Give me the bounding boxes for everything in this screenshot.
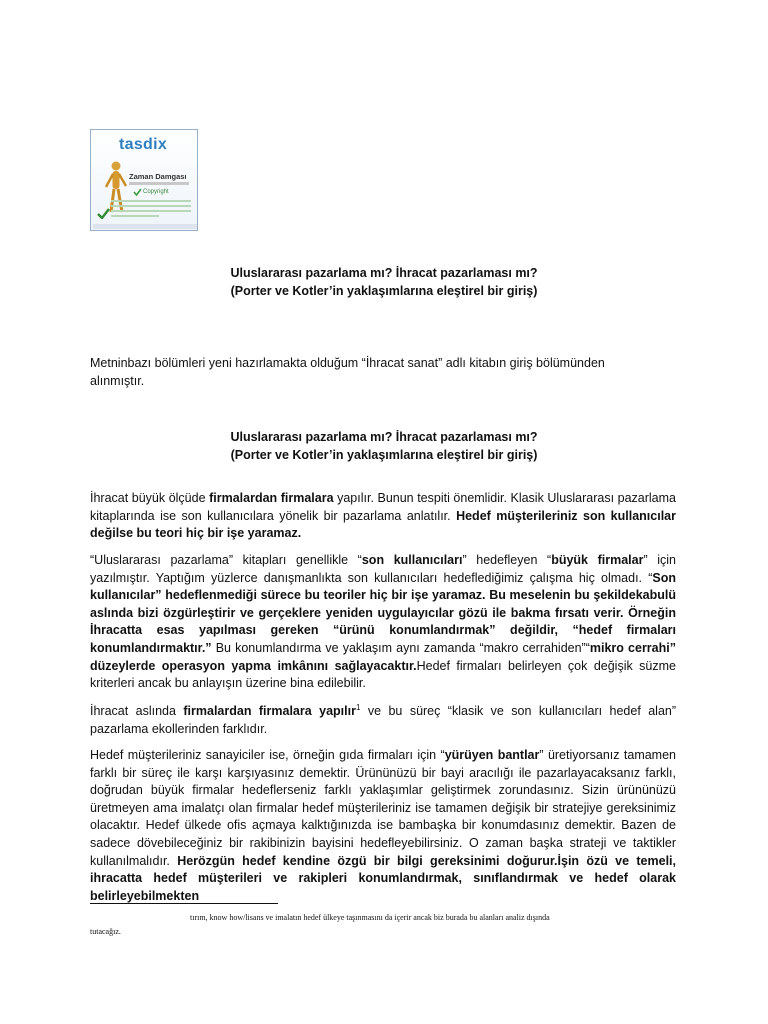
certificate-subtitle-line — [129, 182, 189, 185]
intro-line-2: alınmıştır. — [90, 373, 145, 388]
title-line-1: Uluslararası pazarlama mı? İhracat pazarlaması mı? — [230, 266, 538, 280]
text-run: İhracat büyük ölçüde — [90, 491, 210, 505]
certificate-image — [90, 129, 198, 231]
bold-run: Son kullanıcılar” hedeflenmediği sürece bu teoriler hiç bir işe yaramaz. Bu meselenin bu şekildekabulü aslında bizi özgürleştirir ve gerçeklere yeniden uygulayıcılar gözü ile bakma fırsatı verir. Örneğin İhracatta esas yapılması gereken “ürünü konumlandırmak” değildir, “hedef firmaları konumlandırmaktır.” — [90, 570, 676, 655]
text-run: yapılır. Bunun tespiti önemlidir. Klasik Uluslararası pazarlama kitaplarında ise son kullanıcılara yönelik bir pazarlama anlatılır. — [90, 491, 676, 523]
title-heading-2 — [0, 428, 768, 464]
footnote-separator — [90, 903, 278, 904]
footnote-line-1: tırım, know how/lisans ve imalatın hedef ülkeye taşınmasını da içerir ancak biz burada bu alanları analiz dışında — [190, 913, 550, 922]
bold-run: firmalardan firmalara — [209, 491, 334, 505]
title-heading-1 — [0, 264, 768, 300]
title-line-2: (Porter ve Kotler’in yaklaşımlarına eleştirel bir giriş) — [230, 448, 538, 462]
intro-line-1: Metninbazı bölümleri yeni hazırlamakta olduğum “İhracat sanat” adlı kitabın giriş bölümünden — [90, 356, 605, 370]
certificate-footer-bar — [93, 224, 197, 229]
footnote — [90, 911, 676, 939]
footnote-line-2: tutacağız. — [90, 927, 121, 936]
bold-run: büyük firmalar — [551, 553, 644, 567]
text-run: ve bu süreç “klasik ve son kullanıcıları hedef alan” pazarlama ekollerinden farklıdır. — [90, 704, 677, 736]
intro-note — [90, 355, 676, 390]
title-line-2: (Porter ve Kotler’in yaklaşımlarına eleştirel bir giriş) — [230, 284, 538, 298]
paragraph-2 — [90, 552, 676, 693]
bold-run: Herözgün hedef kendine özgü bir bilgi gereksinimi doğurur.İşin özü ve temeli, ihracatta hedef müşterileri ve rakipleri konumlandırmak, sınıflandırmak ve hedef olarak belirleyebilmekten — [90, 853, 676, 903]
paragraph-1 — [90, 490, 676, 543]
certificate-title: Zaman Damgası — [129, 172, 187, 181]
text-run: ” için yazılmıştır. Yaptığım yüzlerce danışmanlıkta son kullanıcıları hedeflediğimiz çalışma hiç olmadı. “ — [90, 553, 676, 585]
footnote-marker: 1 — [355, 702, 361, 712]
tasdix-logo: tasdix — [119, 136, 168, 153]
paragraph-3 — [90, 703, 676, 738]
text-run: ” hedefleyen “ — [462, 553, 552, 567]
paragraph-4 — [90, 747, 676, 905]
text-run: ” üretiyorsanız tamamen farklı bir süreç ile karşı karşıyasınız demektir. Ürününüzü bir bayi aracılığı ile pazarlayacaksanız farklı, doğrudan büyük firmalar hedeflerseniz farklı yaklaşımlar geliştirmek zorundasınız. Sizin ürününüzü üretmeyen ama imalatçı olan firmalar hedef müşterileriniz ise tamamen değişik bir stratejiye gereksinimiz olacaktır. Hedef ülkede ofis açmaya kalktığınızda ise bambaşka bir konumdasınız demektir. Bazen de sadece dövebileceğiniz bir rakibinizin bayisini hedefleyebilirsiniz. O zaman başka strateji ve taktikler kullanılmalıdır. — [90, 748, 676, 868]
text-run: Hedef müşterileriniz sanayiciler ise, örneğin gıda firmaları için “ — [90, 748, 445, 762]
bold-run: son kullanıcıları — [361, 553, 463, 567]
text-run: “Uluslararası pazarlama” kitapları genellikle “ — [90, 553, 362, 567]
bold-run: mikro cerrahi” düzeylerde operasyon yapma imkânını sağlayacaktır. — [90, 640, 676, 673]
text-run: Bu konumlandırma ve yaklaşım aynı zamanda “makro cerrahiden”“ — [211, 640, 590, 655]
text-run: İhracat aslında — [90, 704, 184, 718]
bold-run: yürüyen bantlar — [444, 748, 540, 762]
small-check-icon — [133, 188, 142, 196]
text-run: Hedef firmaları belirleyen çok değişik süzme kriterleri ancak bu anlayışın üzerine bina edilebilir. — [90, 658, 676, 691]
certificate-text-lines — [111, 200, 191, 220]
certificate-copyright: Copyright — [143, 189, 169, 195]
bold-run: Hedef müşterileriniz son kullanıcılar değilse bu teori hiç bir işe yaramaz. — [90, 508, 676, 541]
checkmark-icon — [97, 208, 110, 219]
bold-run: firmalardan firmalara yapılır — [183, 704, 356, 718]
title-line-1: Uluslararası pazarlama mı? İhracat pazarlaması mı? — [230, 430, 538, 444]
